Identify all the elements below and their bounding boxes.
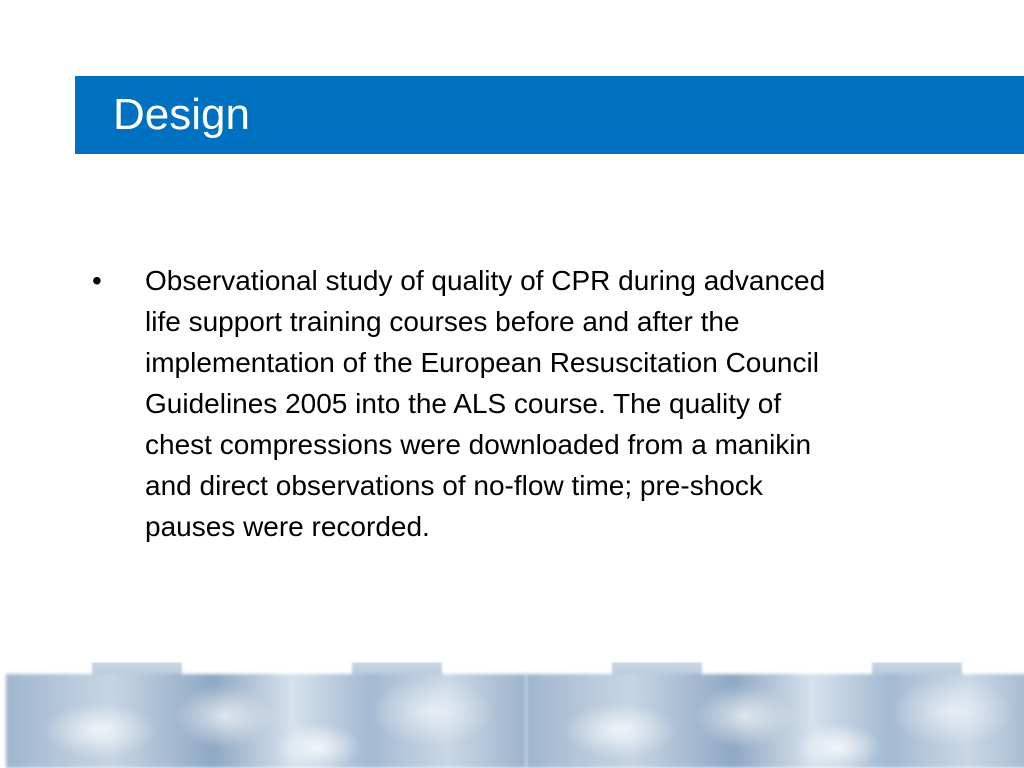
footer-photo-right — [526, 674, 1024, 768]
footer-photo-band — [0, 662, 1024, 768]
slide-body — [92, 260, 842, 547]
title-bar — [75, 76, 1024, 154]
bullet-text: Observational study of quality of CPR during advanced life support training courses before and after the implementation of the European Resuscitation Council Guidelines 2005 into the ALS course. The quality of chest compressions were downloaded from a manikin and direct observations of no-flow time; pre-shock pauses were recorded. — [145, 265, 826, 542]
bullet-item — [92, 260, 842, 547]
bullet-marker: • — [92, 265, 102, 296]
footer-photo-left — [6, 674, 526, 768]
slide-title: Design — [113, 90, 250, 139]
